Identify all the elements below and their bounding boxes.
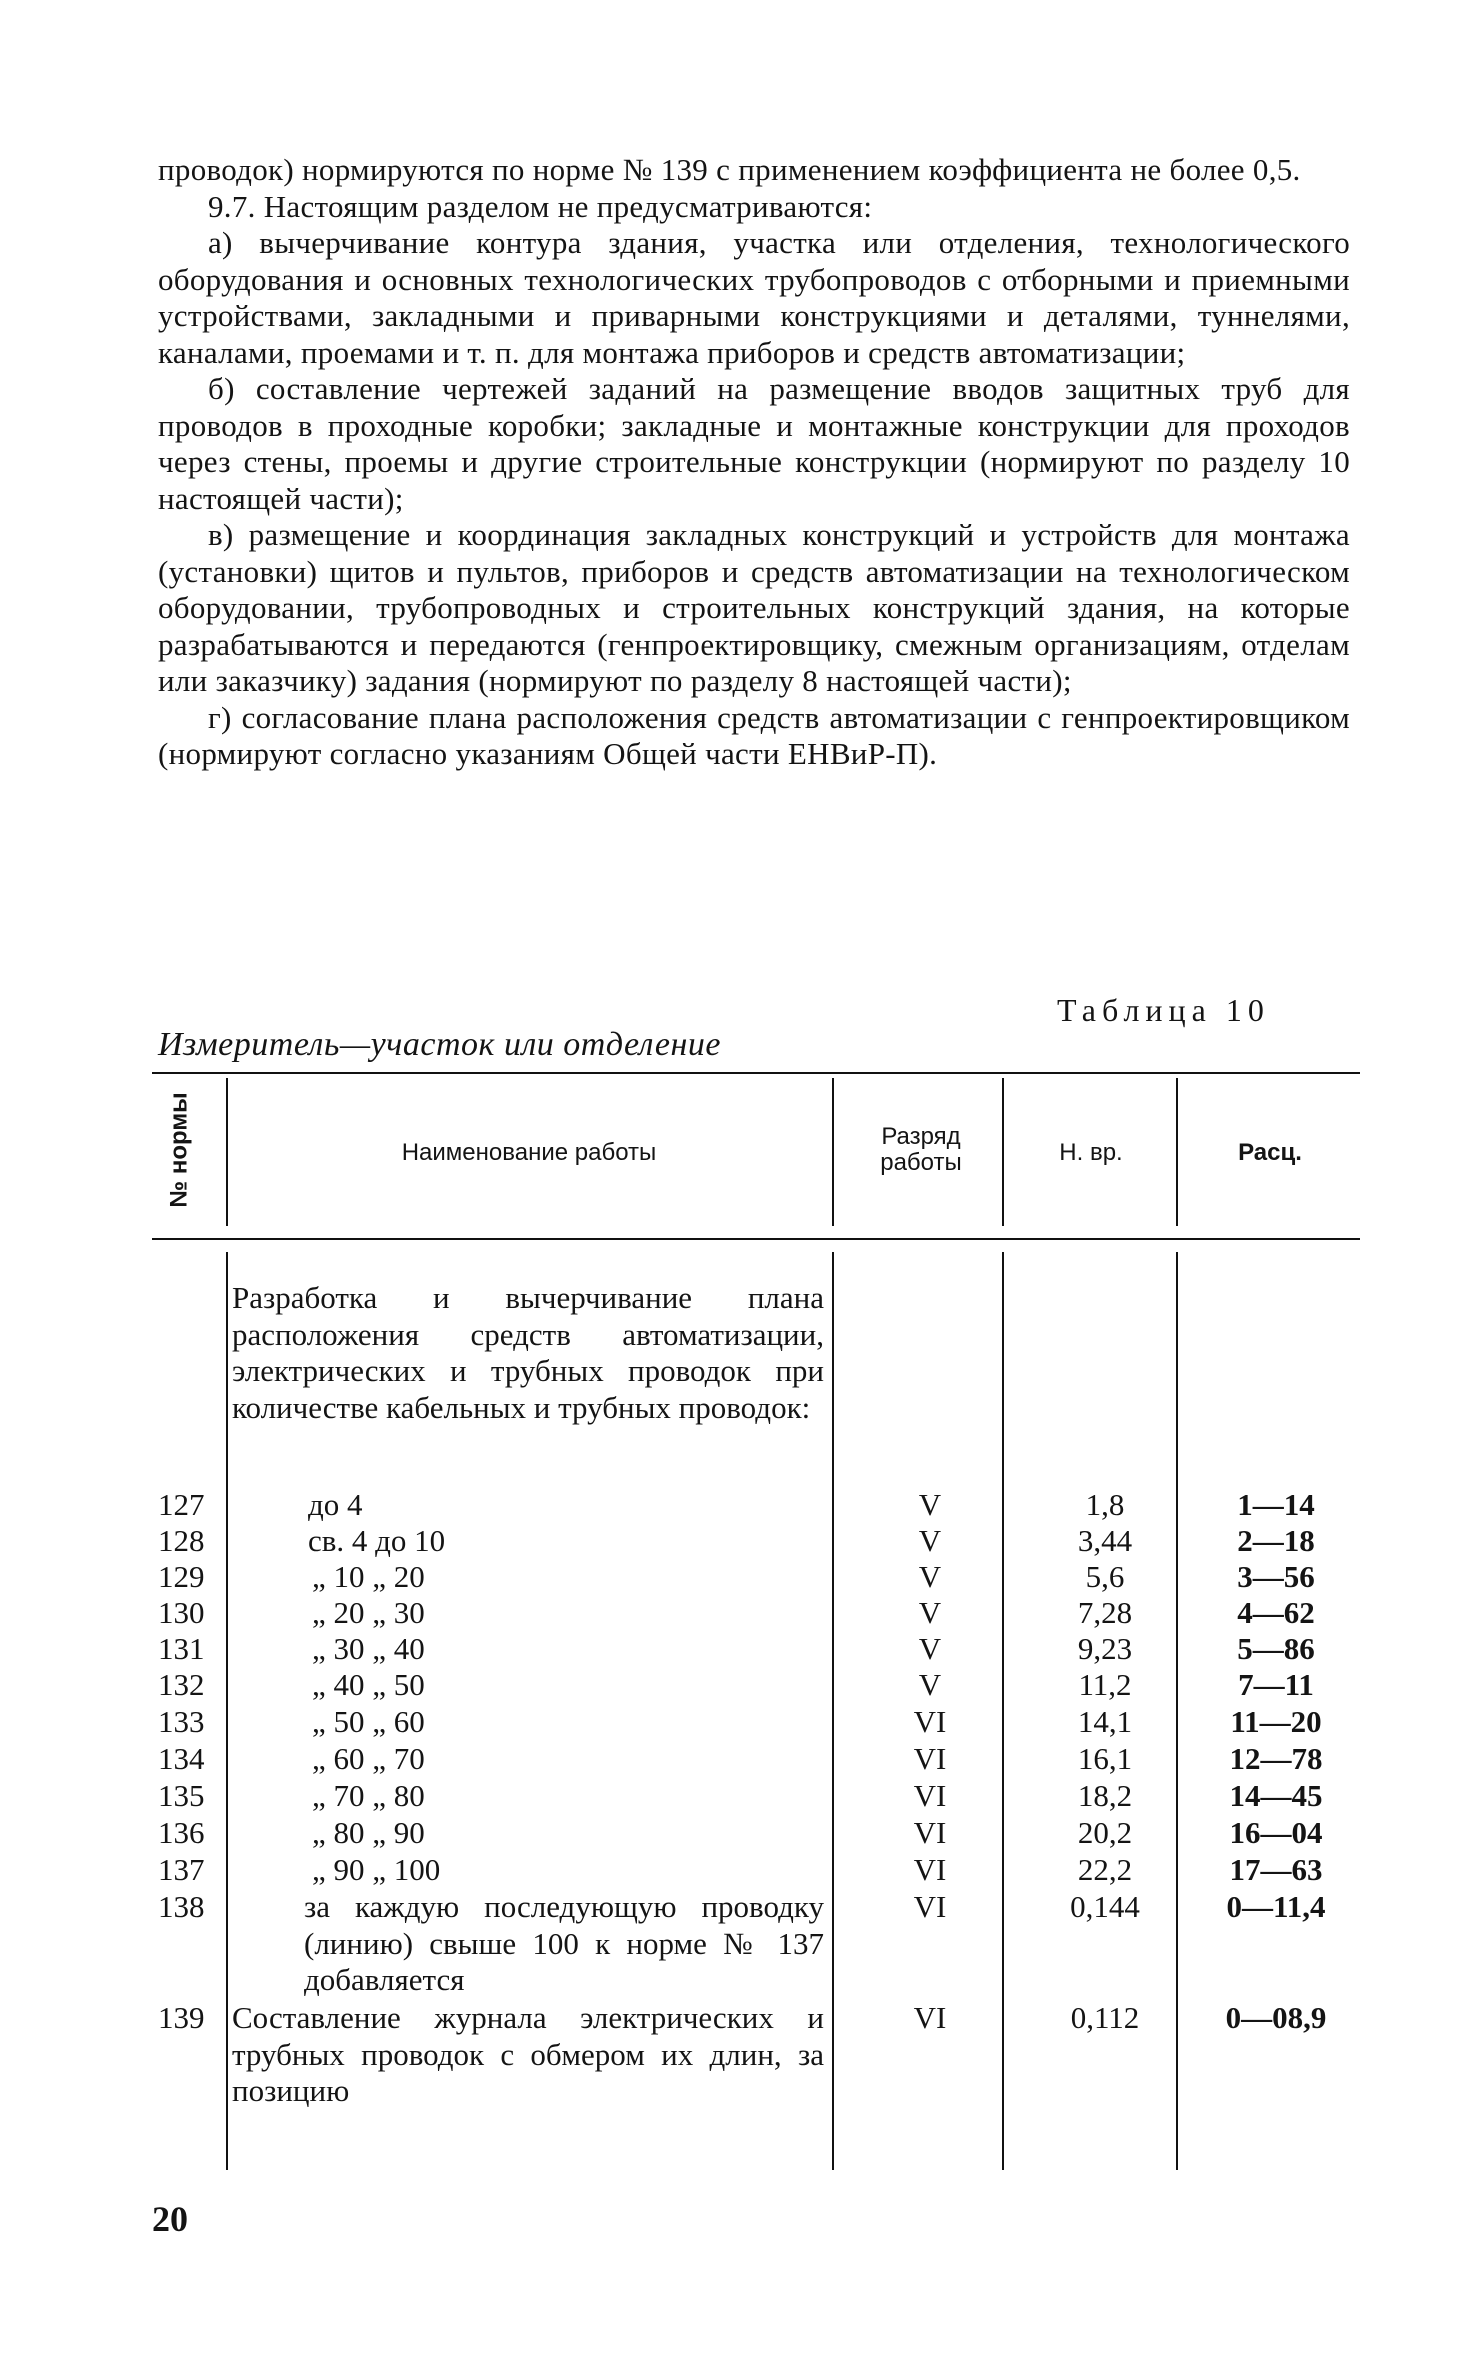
row-131-num: 131	[158, 1631, 205, 1666]
header-rate: Расц.	[1238, 1139, 1302, 1166]
table-top-rule	[152, 1072, 1360, 1074]
row-131-pay: 5—86	[1237, 1631, 1315, 1666]
row-134-name: „ 60 „ 70	[312, 1741, 425, 1776]
row-137-num: 137	[158, 1852, 205, 1887]
row-127-pay: 1—14	[1237, 1487, 1315, 1522]
row-135-pay: 14—45	[1229, 1778, 1323, 1813]
row-135-name: „ 70 „ 80	[312, 1778, 425, 1813]
row-133-num: 133	[158, 1704, 205, 1739]
row-131-grade: V	[918, 1631, 942, 1666]
row-127-time: 1,8	[1085, 1487, 1125, 1522]
row-139-num: 139	[158, 2000, 205, 2035]
row-132-num: 132	[158, 1667, 205, 1702]
header-grade: Разряд работы	[880, 1123, 962, 1176]
row-134-pay: 12—78	[1229, 1741, 1323, 1776]
header-separator-3	[1002, 1078, 1004, 1226]
row-138-grade: VI	[913, 1889, 947, 1924]
paragraph-item-a: а) вычерчивание контура здания, участка или отделения, технологического оборудования и основных технологических трубопроводов с отборными и приемными устройствами, закладными и приварными конструкциями и деталями, туннелями, каналами, проемами и т. п. для монтажа приборов и средств автоматизации;	[158, 225, 1350, 370]
paragraph-item-g: г) согласование плана расположения средств автоматизации с генпроектировщиком (нормируют согласно указаниям Общей части ЕНВиР-П).	[158, 699, 1350, 771]
header-separator-4	[1176, 1078, 1178, 1226]
row-128-num: 128	[158, 1523, 205, 1558]
row-128-pay: 2—18	[1237, 1523, 1315, 1558]
table-caption: Таблица 10	[1057, 992, 1270, 1028]
header-separator-1	[226, 1078, 228, 1226]
row-135-grade: VI	[913, 1778, 947, 1813]
paragraph-item-b: б) составление чертежей заданий на размещение вводов защитных труб для проводов в проходные коробки; закладные и монтажные конструкции для проходов через стены, проемы и другие строительные конструкции (нормируют по разделу 10 настоящей части);	[158, 371, 1350, 516]
row-136-grade: VI	[913, 1815, 947, 1850]
row-134-grade: VI	[913, 1741, 947, 1776]
row-137-grade: VI	[913, 1852, 947, 1887]
row-138-pay: 0—11,4	[1226, 1889, 1326, 1924]
row-127-num: 127	[158, 1487, 205, 1522]
table-measure: Измеритель—участок или отделение	[158, 1026, 721, 1063]
row-132-name: „ 40 „ 50	[312, 1667, 425, 1702]
row-129-time: 5,6	[1085, 1559, 1125, 1594]
row-139-pay: 0—08,9	[1225, 2000, 1327, 2035]
row-128-name: св. 4 до 10	[308, 1523, 446, 1558]
row-127-name: до 4	[308, 1487, 363, 1522]
row-137-pay: 17—63	[1229, 1852, 1323, 1887]
row-135-num: 135	[158, 1778, 205, 1813]
row-132-time: 11,2	[1078, 1667, 1132, 1702]
row-130-name: „ 20 „ 30	[312, 1595, 425, 1630]
table-header-rule	[152, 1238, 1360, 1240]
row-133-time: 14,1	[1077, 1704, 1133, 1739]
row-130-num: 130	[158, 1595, 205, 1630]
row-131-name: „ 30 „ 40	[312, 1631, 425, 1666]
group-title: Разработка и вычерчивание плана расположения средств автоматизации, электрических и трубных проводок при количестве кабельных и трубных проводок:	[232, 1280, 824, 1425]
row-138-num: 138	[158, 1889, 205, 1924]
row-134-num: 134	[158, 1741, 205, 1776]
paragraph-continuation: проводок) нормируются по норме № 139 с применением коэффициента не более 0,5.	[158, 152, 1301, 187]
row-133-name: „ 50 „ 60	[312, 1704, 425, 1739]
row-133-pay: 11—20	[1230, 1704, 1322, 1739]
row-128-time: 3,44	[1077, 1523, 1133, 1558]
row-131-time: 9,23	[1077, 1631, 1133, 1666]
row-130-time: 7,28	[1077, 1595, 1133, 1630]
row-129-name: „ 10 „ 20	[312, 1559, 425, 1594]
row-139-grade: VI	[913, 2000, 947, 2035]
body-separator-1	[226, 1252, 228, 2170]
row-133-grade: VI	[913, 1704, 947, 1739]
row-136-pay: 16—04	[1229, 1815, 1323, 1850]
row-127-grade: V	[918, 1487, 942, 1522]
row-139-time: 0,112	[1070, 2000, 1140, 2035]
row-134-time: 16,1	[1077, 1741, 1133, 1776]
row-136-time: 20,2	[1077, 1815, 1133, 1850]
row-130-pay: 4—62	[1237, 1595, 1315, 1630]
body-text	[158, 152, 1350, 773]
header-norm-number: № нормы	[166, 1092, 194, 1208]
row-129-grade: V	[918, 1559, 942, 1594]
row-128-grade: V	[918, 1523, 942, 1558]
paragraph-item-v: в) размещение и координация закладных конструкций и устройств для монтажа (установки) щитов и пультов, приборов и средств автоматизации на технологическом оборудовании, трубопроводных и строительных конструкций здания, на которые разрабатываются и передаются (генпроектировщику, смежным организациям, отделам или заказчику) задания (нормируют по разделу 8 настоящей части);	[158, 517, 1350, 698]
row-136-name: „ 80 „ 90	[312, 1815, 425, 1850]
header-time-norm: Н. вр.	[1059, 1139, 1123, 1166]
row-138-time: 0,144	[1070, 1889, 1140, 1924]
header-separator-2	[832, 1078, 834, 1226]
row-132-grade: V	[918, 1667, 942, 1702]
row-129-pay: 3—56	[1237, 1559, 1315, 1594]
row-135-time: 18,2	[1077, 1778, 1133, 1813]
row-136-num: 136	[158, 1815, 205, 1850]
row-130-grade: V	[918, 1595, 942, 1630]
row-138-name: за каждую последующую проводку (линию) свыше 100 к норме № 137 добавляется	[304, 1889, 824, 1997]
row-137-name: „ 90 „ 100	[312, 1852, 441, 1887]
header-work-name: Наименование работы	[401, 1139, 657, 1166]
page-number: 20	[152, 2199, 188, 2239]
row-137-time: 22,2	[1077, 1852, 1133, 1887]
row-132-pay: 7—11	[1238, 1667, 1314, 1702]
row-139-name: Составление журнала электрических и трубных проводок с обмером их длин, за позицию	[232, 2000, 824, 2108]
paragraph-section-9-7: 9.7. Настоящим разделом не предусматриваются:	[208, 188, 873, 224]
row-129-num: 129	[158, 1559, 205, 1594]
